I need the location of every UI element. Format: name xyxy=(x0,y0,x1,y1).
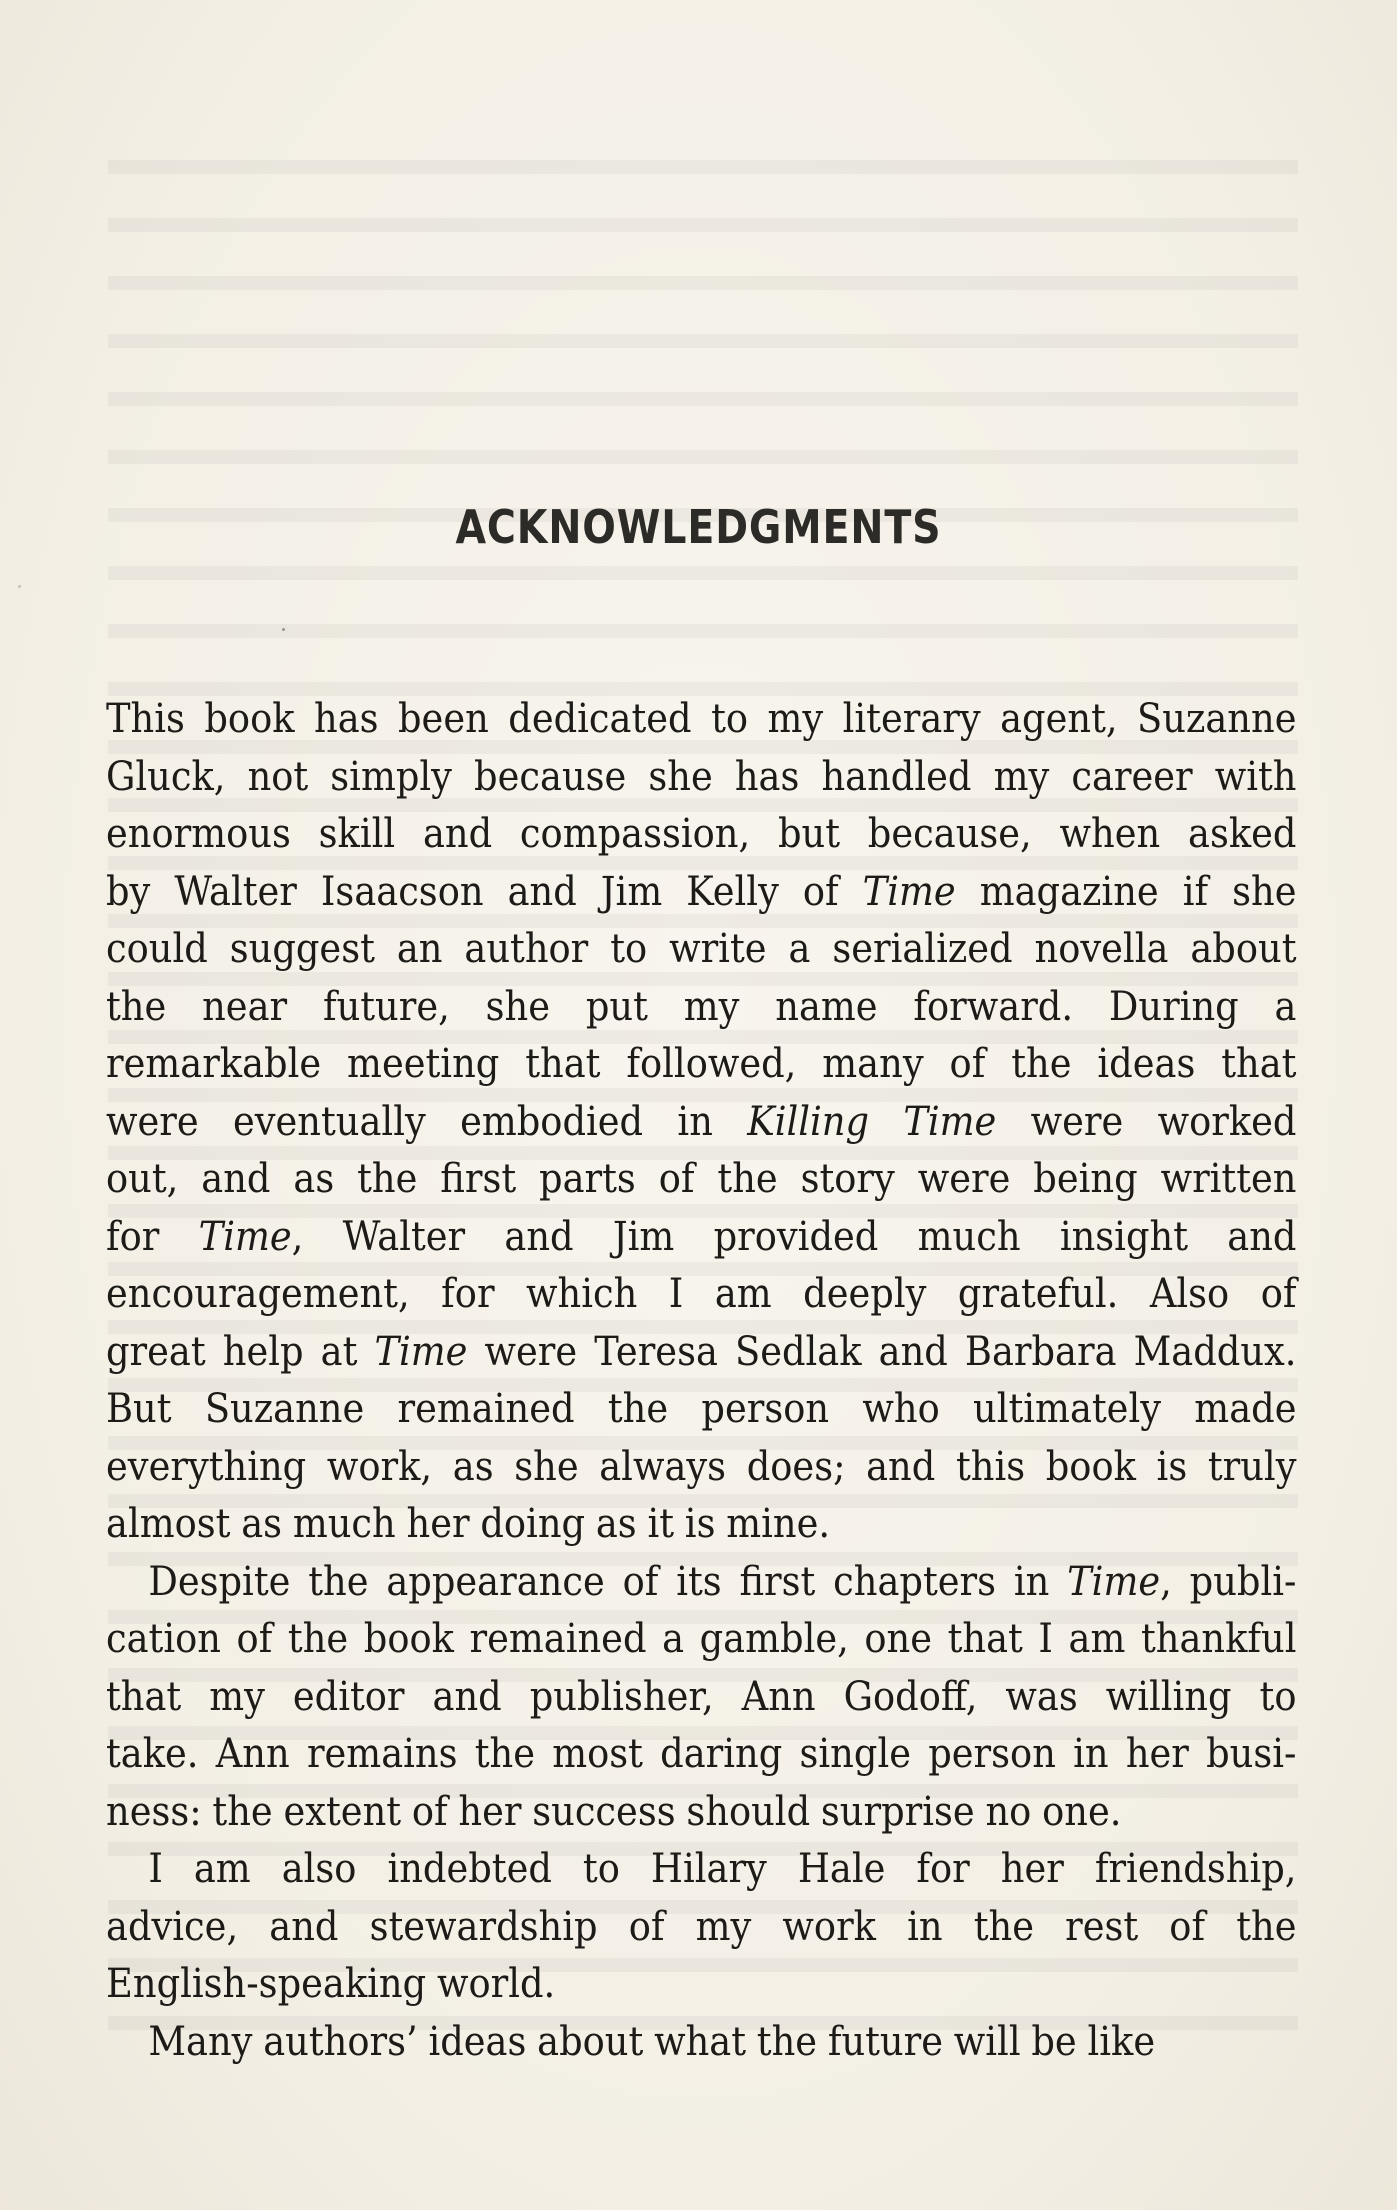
text-line: encouragement, for which I am deeply grateful. Also of xyxy=(106,1271,1297,1317)
text-line: that my editor and publisher, Ann Godoff, was willing to xyxy=(106,1673,1297,1720)
text-line: cation of the book remained a gamble, one that I am thankful xyxy=(106,1616,1297,1662)
paragraph xyxy=(106,1841,1297,2014)
paper-speck xyxy=(18,585,21,588)
paragraph xyxy=(106,691,1297,1554)
text-line: enormous skill and compassion, but because, when asked xyxy=(106,811,1297,857)
text-line: advice, and stewardship of my work in the rest of the xyxy=(106,1903,1297,1950)
text-line: out, and as the first parts of the story were being written xyxy=(106,1156,1297,1202)
paragraph xyxy=(106,2014,1297,2072)
paragraph xyxy=(106,1554,1297,1842)
body-text xyxy=(106,691,1297,2071)
text-line: for Time, Walter and Jim provided much insight and xyxy=(106,1213,1297,1260)
text-line: remarkable meeting that followed, many of the ideas that xyxy=(106,1041,1297,1087)
paper-speck xyxy=(282,628,285,631)
text-line: English-speaking world. xyxy=(106,1961,556,2007)
italic-title: Killing Time xyxy=(747,1098,997,1145)
text-line: could suggest an author to write a serialized novella about xyxy=(106,926,1297,972)
text-line: Many authors’ ideas about what the future will be like xyxy=(148,2018,1156,2065)
text-line: great help at Time were Teresa Sedlak and Barbara Maddux. xyxy=(106,1328,1297,1375)
text-line: Despite the appearance of its first chapters in Time, publi- xyxy=(148,1558,1297,1605)
text-line: I am also indebted to Hilary Hale for her friendship, xyxy=(148,1846,1297,1892)
italic-title: Time xyxy=(1067,1558,1161,1605)
text-line: everything work, as she always does; and this book is truly xyxy=(106,1443,1297,1490)
text-line: Gluck, not simply because she has handled my career with xyxy=(106,753,1297,800)
text-line: ness: the extent of her success should surprise no one. xyxy=(106,1788,1122,1835)
text-line: This book has been dedicated to my literary agent, Suzanne xyxy=(106,696,1297,742)
page-heading: ACKNOWLEDGMENTS xyxy=(455,500,942,554)
text-line: almost as much her doing as it is mine. xyxy=(106,1501,831,1547)
text-line: by Walter Isaacson and Jim Kelly of Time magazine if she xyxy=(106,868,1297,915)
text-line: were eventually embodied in Killing Time were worked xyxy=(106,1098,1297,1145)
text-line: But Suzanne remained the person who ultimately made xyxy=(106,1386,1297,1432)
italic-title: Time xyxy=(374,1328,468,1375)
italic-title: Time xyxy=(862,868,956,915)
italic-title: Time xyxy=(198,1213,292,1260)
text-line: take. Ann remains the most daring single person in her busi- xyxy=(106,1731,1297,1777)
text-line: the near future, she put my name forward. During a xyxy=(106,983,1297,1030)
